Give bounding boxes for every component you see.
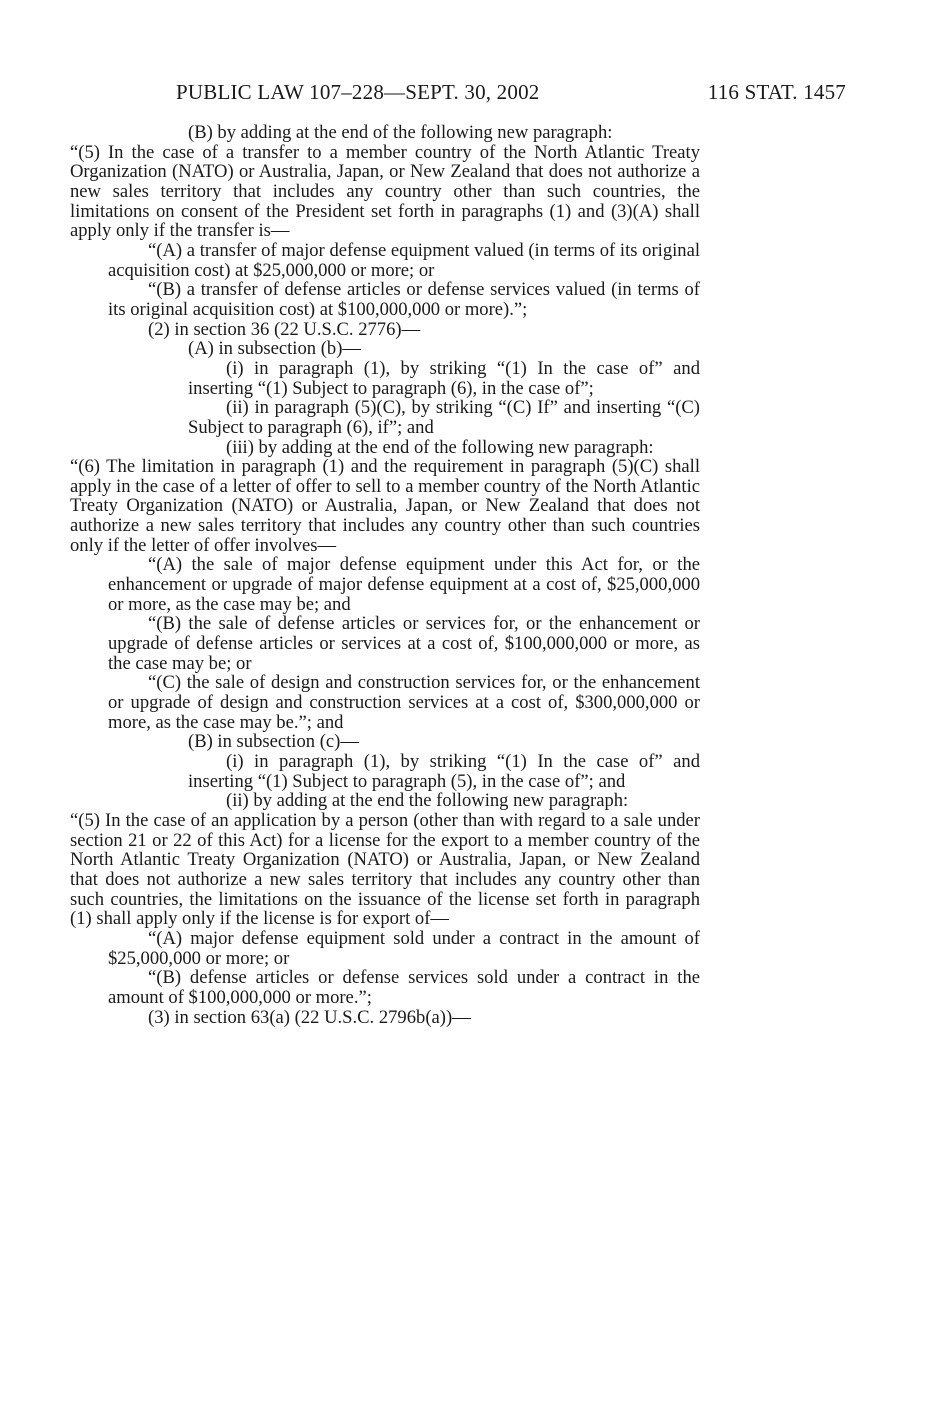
paragraph-sub-c-ii: (ii) by adding at the end the following new paragraph:: [226, 790, 629, 812]
paragraph-sub-b-i: (i) in paragraph (1), by striking “(1) In the case of” and inserting “(1) Subject to paragraph (6), in the case of”;: [188, 357, 700, 399]
paragraph-quoted-c-5: “(5) In the case of an application by a person (other than with regard to a sale under section 21 or 22 of this Act) for a license for the export to a member country of the North Atlantic Treaty Organization (NATO) or Australia, Japan, or New Zealand that does not authorize a new sales territory that includes any country other than such countries, the limitations on the issuance of the license set forth in paragraph (1) shall apply only if the license is for export of—: [70, 809, 700, 930]
paragraph-amend-b: (B) by adding at the end of the following new paragraph:: [188, 122, 613, 143]
paragraph-quoted-6-c: “(C) the sale of design and construction services for, or the enhancement or upgrade of design and construction services at a cost of, $300,000,000 or more, as the case may be.”; and: [108, 672, 700, 733]
paragraph-quoted-6: “(6) The limitation in paragraph (1) and the requirement in paragraph (5)(C) shall apply in the case of a letter of offer to sell to a member country of the North Atlantic Treaty Organization (NATO) or Australia, Japan, or New Zealand that does not authorize a new sales territory that includes any country other than such countries only if the letter of offer involves—: [70, 456, 700, 556]
paragraph-quoted-6-a: “(A) the sale of major defense equipment under this Act for, or the enhancement or upgrade of major defense equipment at a cost of, $25,000,000 or more, as the case may be; and: [108, 554, 700, 615]
header-law-citation: PUBLIC LAW 107–228—SEPT. 30, 2002: [176, 80, 540, 104]
paragraph-quoted-c-5-a: “(A) major defense equipment sold under a contract in the amount of $25,000,000 or more; or: [108, 927, 700, 969]
paragraph-quoted-c-5-b: “(B) defense articles or defense services sold under a contract in the amount of $100,000,000 or more.”;: [108, 967, 700, 1008]
paragraph-quoted-5: “(5) In the case of a transfer to a member country of the North Atlantic Treaty Organization (NATO) or Australia, Japan, or New Zealand that does not authorize a new sales territory that includes any country other than such countries, the limitations on consent of the President set forth in paragraphs (1) and (3)(A) shall apply only if the transfer is—: [70, 141, 700, 242]
paragraph-section-63a: (3) in section 63(a) (22 U.S.C. 2796b(a))—: [148, 1006, 471, 1028]
paragraph-subsection-b: (A) in subsection (b)—: [188, 338, 361, 360]
running-header: [176, 78, 846, 106]
paragraph-section-36: (2) in section 36 (22 U.S.C. 2776)—: [148, 318, 421, 340]
paragraph-subsection-c: (B) in subsection (c)—: [188, 731, 359, 753]
paragraph-quoted-5-a: “(A) a transfer of major defense equipment valued (in terms of its original acquisition cost) at $25,000,000 or more; or: [108, 239, 700, 281]
paragraph-sub-b-ii: (ii) in paragraph (5)(C), by striking “(C) If” and inserting “(C) Subject to paragraph (6), if”; and: [188, 397, 700, 438]
paragraph-sub-c-i: (i) in paragraph (1), by striking “(1) In the case of” and inserting “(1) Subject to paragraph (5), in the case of”; and: [188, 751, 700, 792]
document-body: [70, 123, 700, 1027]
paragraph-sub-b-iii: (iii) by adding at the end of the following new paragraph:: [226, 436, 654, 458]
header-statute-page: 116 STAT. 1457: [707, 80, 846, 104]
paragraph-quoted-5-b: “(B) a transfer of defense articles or defense services valued (in terms of its original acquisition cost) at $100,000,000 or more).”;: [108, 279, 700, 320]
paragraph-quoted-6-b: “(B) the sale of defense articles or services for, or the enhancement or upgrade of defense articles or services at a cost of, $100,000,000 or more, as the case may be; or: [108, 613, 700, 674]
